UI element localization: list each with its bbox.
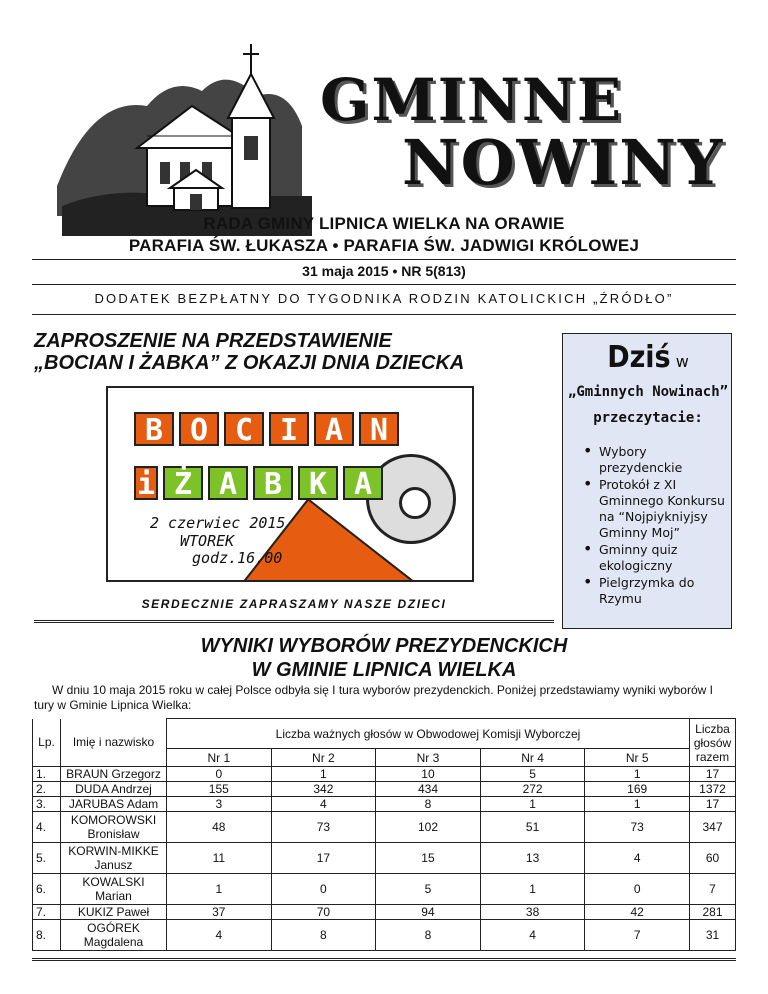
- cell-votes: 5: [480, 767, 585, 782]
- cell-lp: 8.: [33, 920, 61, 951]
- masthead-title-line1: GMINNE: [320, 66, 624, 134]
- cell-votes: 155: [167, 782, 272, 797]
- results-intro: W dniu 10 maja 2015 roku w całej Polsce odbyła się I tura wyborów prezydenckich. Poniżej przedstawiamy wyniki wyborów I tury w Gminie Lipnica Wielka:: [34, 683, 713, 712]
- table-row: [33, 843, 736, 874]
- list-item: • Protokół z XI Gminnego Konkursu na “Nojpiykniyjsy Gminny Moj”: [583, 477, 729, 541]
- in-this-issue-list: [583, 444, 729, 608]
- poster-letter: C: [224, 412, 264, 446]
- masthead-title-line2: NOWINY: [402, 126, 725, 199]
- cell-votes: 169: [585, 782, 690, 797]
- poster-day: WTOREK: [180, 532, 235, 550]
- poster-letter: B: [134, 412, 174, 446]
- invitation-title-line2: „BOCIAN I ŻABKA” Z OKAZJI DNIA DZIECKA: [34, 352, 465, 374]
- invitation-title: [34, 330, 554, 374]
- organization-line1: RADA GMINY LIPNICA WIELKA NA ORAWIE: [203, 214, 565, 233]
- list-item: • Pielgrzymka do Rzymu: [583, 575, 729, 607]
- cell-name: OGÓREK Magdalena: [61, 920, 167, 951]
- cell-name: JARUBAS Adam: [61, 797, 167, 812]
- cell-lp: 1.: [33, 767, 61, 782]
- list-item: • Gminny quiz ekologiczny: [583, 542, 729, 574]
- cell-votes: 11: [167, 843, 272, 874]
- table-row: [33, 905, 736, 920]
- cell-name: KOWALSKI Marian: [61, 874, 167, 905]
- cell-lp: 7.: [33, 905, 61, 920]
- header-commission: Nr 1: [167, 749, 272, 767]
- cell-votes: 1: [480, 874, 585, 905]
- table-row: [33, 767, 736, 782]
- table-row: [33, 920, 736, 951]
- cell-votes: 3: [167, 797, 272, 812]
- play-poster: [106, 386, 474, 582]
- poster-date: 2 czerwiec 2015: [150, 514, 286, 532]
- cell-votes: 4: [271, 797, 376, 812]
- heading-subline1: „Gminnych Nowinach”: [567, 384, 729, 400]
- cell-votes: 8: [376, 920, 481, 951]
- header-commission: Nr 4: [480, 749, 585, 767]
- header-commission: Nr 3: [376, 749, 481, 767]
- cell-votes: 15: [376, 843, 481, 874]
- cell-votes: 8: [271, 920, 376, 951]
- cell-lp: 6.: [33, 874, 61, 905]
- cell-total: 281: [690, 905, 736, 920]
- cell-total: 17: [690, 797, 736, 812]
- cell-votes: 38: [480, 905, 585, 920]
- cell-votes: 73: [585, 812, 690, 843]
- results-title-line1: WYNIKI WYBORÓW PREZYDENCKICH: [200, 635, 568, 657]
- heading-subline2: przeczytacie:: [593, 410, 703, 426]
- header-commission-group: Liczba ważnych głosów w Obwodowej Komisji Wyborczej: [167, 719, 690, 749]
- cell-votes: 342: [271, 782, 376, 797]
- poster-word-bocian: [134, 412, 399, 446]
- poster-letter: Ż: [163, 466, 203, 500]
- church-illustration: [52, 36, 352, 241]
- cell-total: 31: [690, 920, 736, 951]
- cell-votes: 0: [585, 874, 690, 905]
- cell-votes: 4: [585, 843, 690, 874]
- poster-time: godz.16.00: [192, 549, 283, 567]
- in-this-issue-heading: [563, 340, 733, 375]
- poster-letter: B: [253, 466, 293, 500]
- cell-votes: 7: [585, 920, 690, 951]
- poster-letter: A: [343, 466, 383, 500]
- heading-w: w: [675, 352, 689, 371]
- header-commission: Nr 5: [585, 749, 690, 767]
- invitation-title-line1: ZAPROSZENIE NA PRZEDSTAWIENIE: [34, 330, 392, 352]
- divider: [32, 314, 736, 315]
- divider: [34, 620, 554, 623]
- cell-votes: 73: [271, 812, 376, 843]
- cell-votes: 4: [167, 920, 272, 951]
- organization-line2: PARAFIA ŚW. ŁUKASZA • PARAFIA ŚW. JADWIGI KRÓLOWEJ: [128, 236, 640, 255]
- cell-votes: 1: [167, 874, 272, 905]
- table-row: [33, 874, 736, 905]
- list-item: • Wybory prezydenckie: [583, 444, 729, 476]
- header-lp: Lp.: [33, 719, 61, 767]
- cell-votes: 13: [480, 843, 585, 874]
- cell-votes: 10: [376, 767, 481, 782]
- header-name: Imię i nazwisko: [61, 719, 167, 767]
- cell-votes: 1: [585, 767, 690, 782]
- cell-votes: 434: [376, 782, 481, 797]
- cell-total: 1372: [690, 782, 736, 797]
- cell-votes: 94: [376, 905, 481, 920]
- cell-votes: 48: [167, 812, 272, 843]
- poster-letter: O: [179, 412, 219, 446]
- cell-votes: 1: [271, 767, 376, 782]
- table-row: [33, 797, 736, 812]
- masthead: [34, 30, 734, 210]
- cell-votes: 272: [480, 782, 585, 797]
- poster-letter: K: [298, 466, 338, 500]
- in-this-issue-box: [562, 333, 732, 629]
- divider: [32, 259, 736, 260]
- cell-name: KUKIZ Paweł: [61, 905, 167, 920]
- poster-letter: N: [359, 412, 399, 446]
- poster-letter: i: [134, 466, 158, 500]
- cell-votes: 0: [167, 767, 272, 782]
- divider: [32, 958, 736, 961]
- heading-dzis: Dziś: [607, 340, 671, 375]
- cell-votes: 4: [480, 920, 585, 951]
- cell-votes: 102: [376, 812, 481, 843]
- cell-votes: 5: [376, 874, 481, 905]
- cell-votes: 8: [376, 797, 481, 812]
- results-table: [32, 718, 736, 951]
- results-title: [120, 634, 648, 682]
- divider: [32, 284, 736, 285]
- poster-letter: I: [269, 412, 309, 446]
- cell-votes: 51: [480, 812, 585, 843]
- cell-lp: 3.: [33, 797, 61, 812]
- issue-info: 31 maja 2015 • NR 5(813): [302, 263, 466, 279]
- cell-total: 17: [690, 767, 736, 782]
- cell-votes: 42: [585, 905, 690, 920]
- poster-word-zabka: [134, 466, 383, 500]
- cell-votes: 0: [271, 874, 376, 905]
- header-total: Liczba głosów razem: [690, 719, 736, 767]
- cell-votes: 37: [167, 905, 272, 920]
- cell-total: 7: [690, 874, 736, 905]
- cell-name: KORWIN-MIKKE Janusz: [61, 843, 167, 874]
- header-commission: Nr 2: [271, 749, 376, 767]
- cell-total: 347: [690, 812, 736, 843]
- cell-votes: 17: [271, 843, 376, 874]
- cell-total: 60: [690, 843, 736, 874]
- cell-lp: 2.: [33, 782, 61, 797]
- cell-lp: 5.: [33, 843, 61, 874]
- cell-lp: 4.: [33, 812, 61, 843]
- poster-letter: A: [314, 412, 354, 446]
- cell-votes: 70: [271, 905, 376, 920]
- poster-letter: A: [208, 466, 248, 500]
- invitation-note: SERDECZNIE ZAPRASZAMY NASZE DZIECI: [141, 597, 447, 611]
- results-title-line2: W GMINIE LIPNICA WIELKA: [251, 659, 517, 681]
- cell-name: KOMOROWSKI Bronisław: [61, 812, 167, 843]
- cell-votes: 1: [585, 797, 690, 812]
- cell-name: DUDA Andrzej: [61, 782, 167, 797]
- table-row: [33, 782, 736, 797]
- cell-name: BRAUN Grzegorz: [61, 767, 167, 782]
- table-row: [33, 812, 736, 843]
- cell-votes: 1: [480, 797, 585, 812]
- supplement-line: DODATEK BEZPŁATNY DO TYGODNIKA RODZIN KATOLICKICH „ŹRÓDŁO”: [94, 291, 674, 306]
